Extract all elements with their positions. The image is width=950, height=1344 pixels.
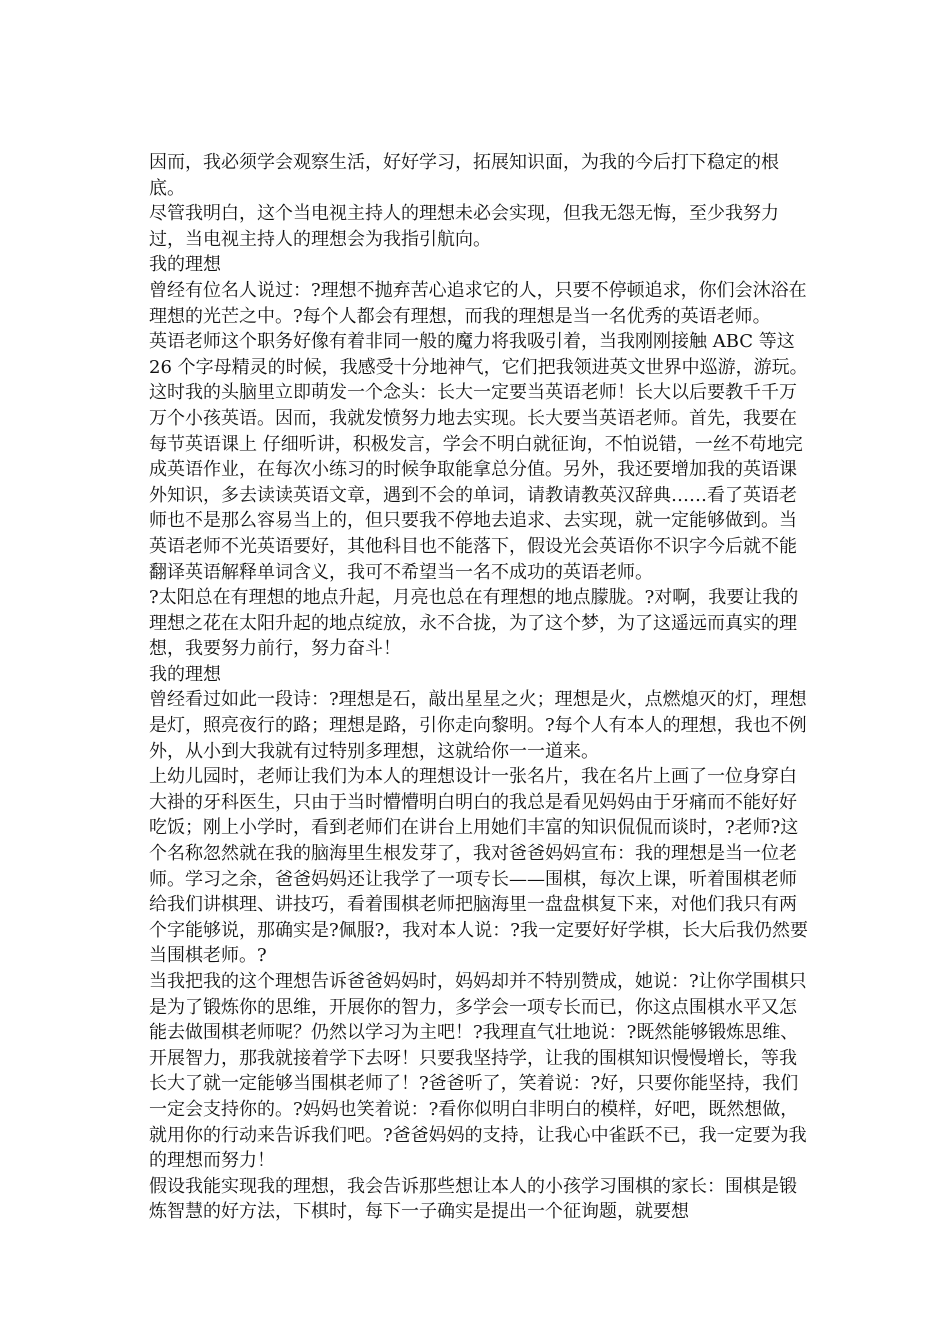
paragraph: 上幼儿园时，老师让我们为本人的理想设计一张名片，我在名片上画了一位身穿白大褂的牙科医生，只由于当时懵懵明白明白的我总是看见妈妈由于牙痛而不能好好吃饭；刚上小学时，看到老师们在讲台上用她们丰富的知识侃侃而谈时，?老师?这个名称忽然就在我的脑海里生根发芽了，我对爸爸妈妈宣布：我的理想是当一位老师。学习之余，爸爸妈妈还让我学了一项专长——围棋，每次上课，听着围棋老师给我们讲棋理、讲技巧，看着围棋老师把脑海里一盘盘棋复下来，对他们我只有两个字能够说，那确实是?佩服?，我对本人说：?我一定要好好学棋，长大后我仍然要当围棋老师。? <box>149 766 808 967</box>
paragraph: 曾经有位名人说过：?理想不抛弃苦心追求它的人，只要不停顿追求，你们会沐浴在理想的光芒之中。?每个人都会有理想，而我的理想是当一名优秀的英语老师。 <box>149 279 807 327</box>
paragraph: 英语老师这个职务好像有着非同一般的魔力将我吸引着，当我刚刚接触 ABC 等这 26 个字母精灵的时候，我感受十分地神气，它们把我领进英文世界中巡游，游玩。这时我的头脑里立即萌发一个念头：长大一定要当英语老师！长大以后要教千千万万个小孩英语。因而，我就发愤努力地去实现。长大要当英语老师。首先，我要在每节英语课上 仔细听讲，积极发言，学会不明白就征询，不怕说错，一丝不苟地完成英语作业，在每次小练习的时候争取能拿总分值。另外，我还要增加我的英语课外知识，多去读读英语文章，遇到不会的单词，请教请教英汉辞典……看了英语老师也不是那么容易当上的，但只要我不停地去追求、去实现，就一定能够做到。当英语老师不光英语要好，其他科目也不能落下，假设光会英语你不识字今后就不能翻译英语解释单词含义，我可不希望当一名不成功的英语老师。 <box>149 331 808 583</box>
paragraph: 假设我能实现我的理想，我会告诉那些想让本人的小孩学习围棋的家长：围棋是锻炼智慧的好方法，下棋时，每下一子确实是提出一个征询题，就要想 <box>149 1175 797 1223</box>
paragraph: ?太阳总在有理想的地点升起，月亮也总在有理想的地点朦胧。?对啊，我要让我的理想之花在太阳升起的地点绽放，永不合拢，为了这个梦，为了这遥远而真实的理想，我要努力前行，努力奋斗！ <box>149 587 799 660</box>
section-heading: 我的理想 <box>149 254 221 276</box>
document-body <box>149 150 809 1225</box>
paragraph: 曾经看过如此一段诗：?理想是石，敲出星星之火；理想是火，点燃熄灭的灯，理想是灯，照亮夜行的路；理想是路，引你走向黎明。?每个人有本人的理想，我也不例外，从小到大我就有过特别多理想，这就给你一一道来。 <box>149 689 807 762</box>
section-heading: 我的理想 <box>149 663 221 685</box>
paragraph: 当我把我的这个理想告诉爸爸妈妈时，妈妈却并不特别赞成，她说：?让你学围棋只是为了锻炼你的思维，开展你的智力，多学会一项专长而已，你这点围棋水平又怎能去做围棋老师呢？仍然以学习为主吧！?我理直气壮地说：?既然能够锻炼思维、开展智力，那我就接着学下去呀！只要我坚持学，让我的围棋知识慢慢增长，等我长大了就一定能够当围棋老师了！?爸爸听了，笑着说：?好，只要你能坚持，我们一定会支持你的。?妈妈也笑着说：?看你似明白非明白的模样，好吧，既然想做，就用你的行动来告诉我们吧。?爸爸妈妈的支持，让我心中雀跃不已，我一定要为我的理想而努力！ <box>149 971 807 1172</box>
paragraph: 尽管我明白，这个当电视主持人的理想未必会实现，但我无怨无悔，至少我努力过，当电视主持人的理想会为我指引航向。 <box>149 203 779 250</box>
paragraph: 因而，我必须学会观察生活，好好学习，拓展知识面，为我的今后打下稳定的根底。 <box>149 152 779 199</box>
